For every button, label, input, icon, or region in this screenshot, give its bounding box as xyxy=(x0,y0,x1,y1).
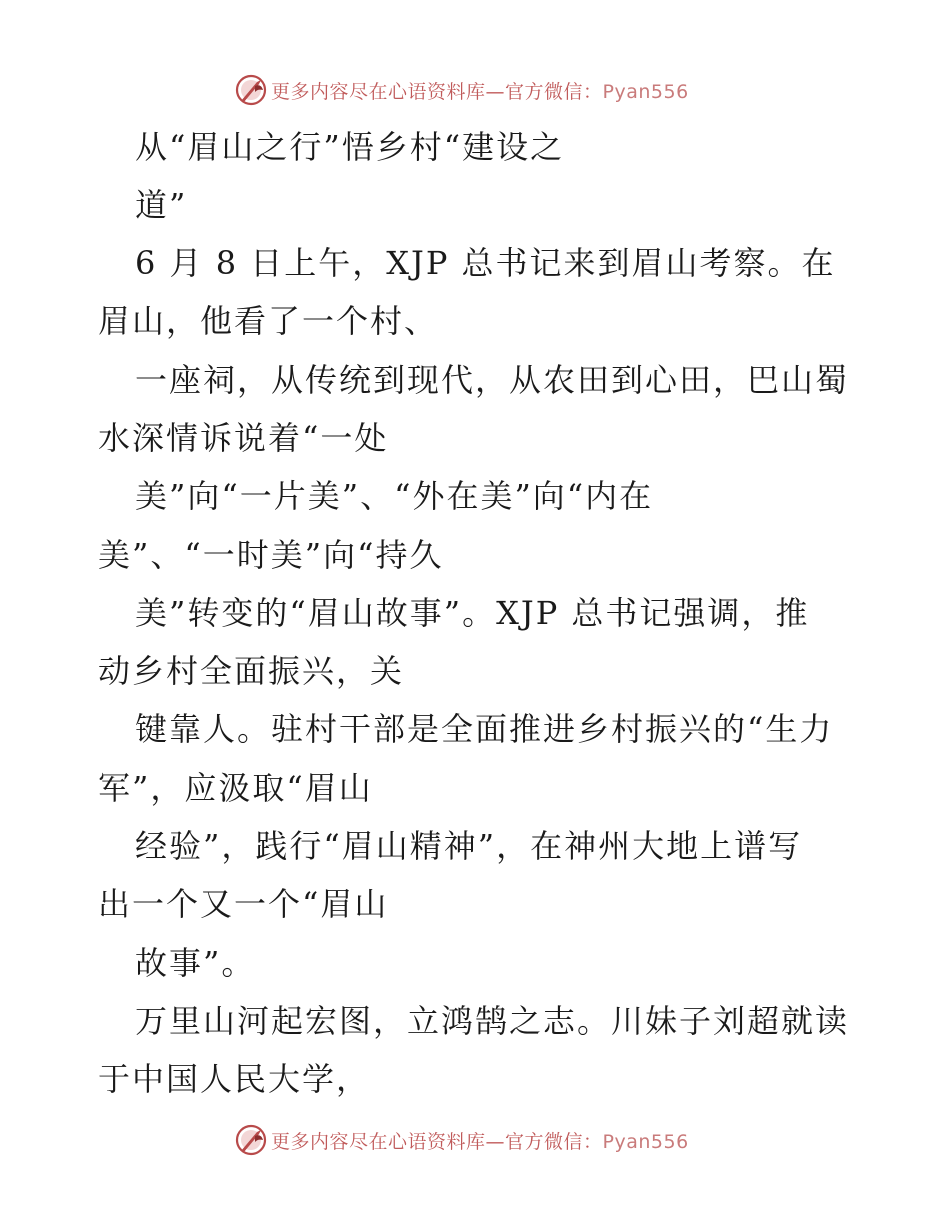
watermark-text xyxy=(271,1127,689,1154)
text-line: 水深情诉说着“一处 xyxy=(98,419,389,457)
watermark-wechat-id: Pyan556 xyxy=(602,1130,689,1153)
watermark-label: 更多内容尽在心语资料库—官方微信： xyxy=(271,80,603,103)
watermark-wechat-id: Pyan556 xyxy=(602,80,689,103)
text-line: 故事”。 xyxy=(135,944,256,982)
text-line: 军”，应汲取“眉山 xyxy=(98,769,373,807)
text-line: 美”、“一时美”向“持久 xyxy=(98,536,444,574)
text-line: 美”转变的“眉山故事”。XJP 总书记强调，推 xyxy=(135,594,810,632)
text-line: 出一个又一个“眉山 xyxy=(98,885,389,923)
text-line: 从“眉山之行”悟乡村“建设之 xyxy=(135,128,565,166)
text-line: 动乡村全面振兴，关 xyxy=(98,652,405,690)
text-line: 键靠人。驻村干部是全面推进乡村振兴的“生力 xyxy=(135,710,834,748)
watermark-label: 更多内容尽在心语资料库—官方微信： xyxy=(271,1130,603,1153)
text-line: 于中国人民大学， xyxy=(98,1060,371,1098)
header-watermark xyxy=(235,73,689,107)
text-line: 万里山河起宏图，立鸿鹄之志。川妹子刘超就读 xyxy=(135,1002,850,1040)
text-line: 美”向“一片美”、“外在美”向“内在 xyxy=(135,477,654,515)
watermark-text xyxy=(271,77,689,104)
text-line: 经验”，践行“眉山精神”，在神州大地上谱写 xyxy=(135,827,803,865)
quill-pen-logo-icon xyxy=(235,1124,267,1156)
footer-watermark xyxy=(235,1123,689,1157)
text-line: 眉山，他看了一个村、 xyxy=(98,302,439,340)
quill-pen-logo-icon xyxy=(235,74,267,106)
text-line: 一座祠，从传统到现代，从农田到心田，巴山蜀 xyxy=(135,361,850,399)
text-line: 道” xyxy=(135,186,188,224)
text-line: 6 月 8 日上午，XJP 总书记来到眉山考察。在 xyxy=(135,244,836,282)
